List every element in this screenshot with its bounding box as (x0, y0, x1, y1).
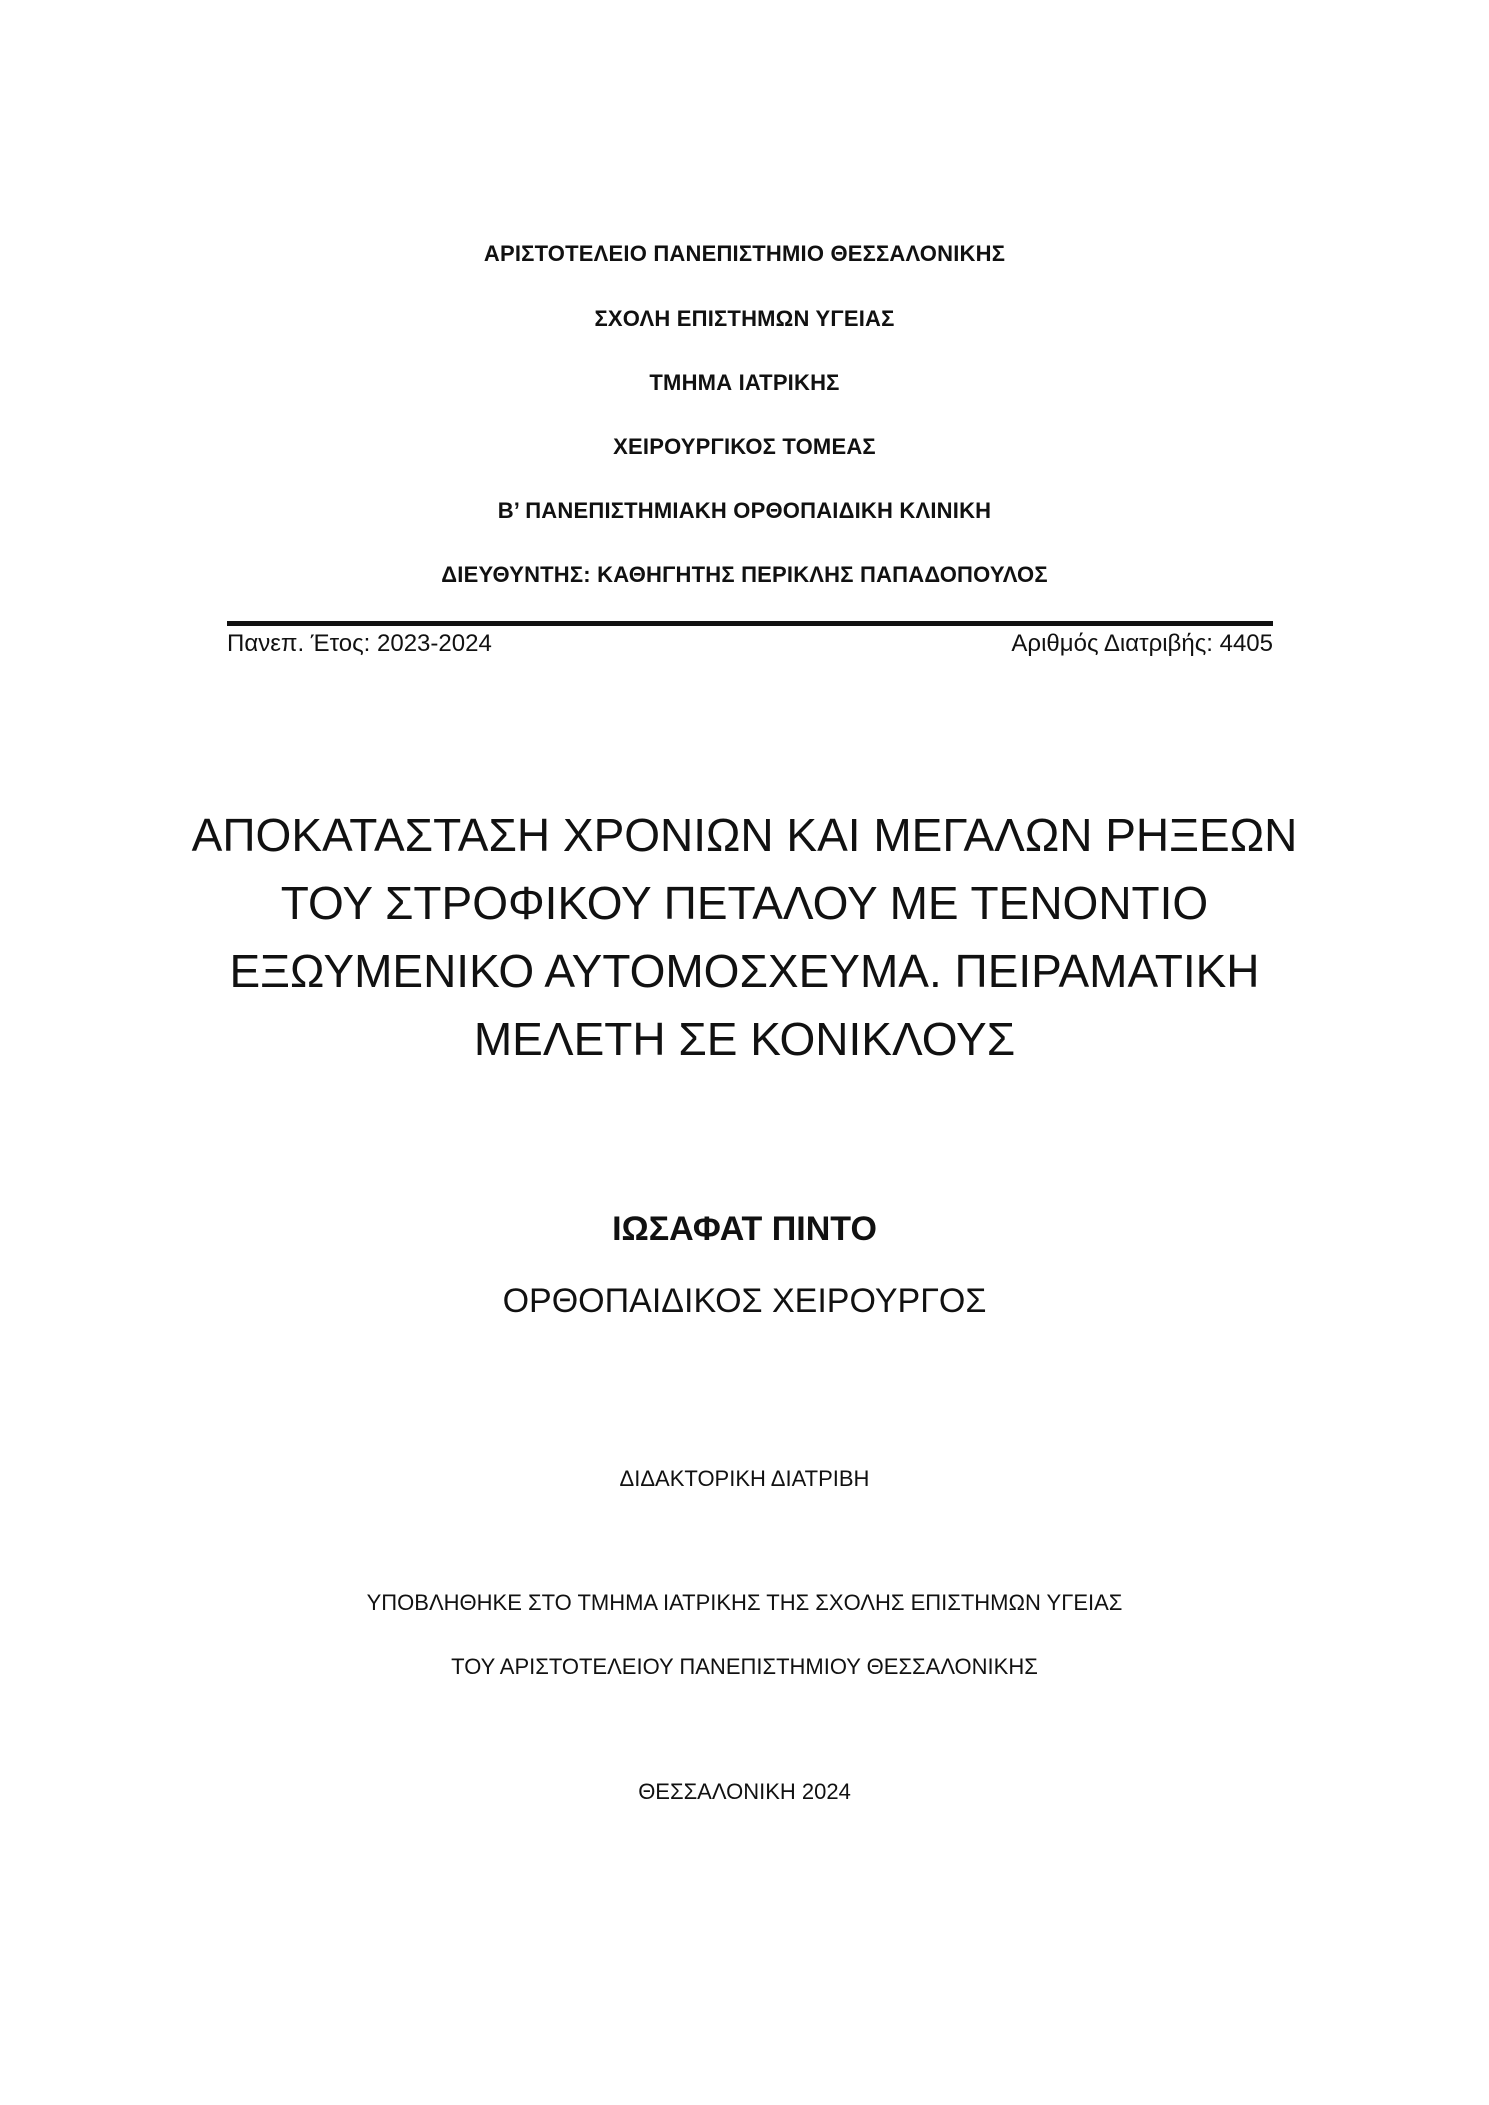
thesis-title-line: ΜΕΛΕΤΗ ΣΕ ΚΟΝΙΚΛΟΥΣ (473, 1013, 1016, 1065)
author-name: ΙΩΣΑΦΑΤ ΠΙΝΤΟ (612, 1210, 877, 1248)
submission-line: ΤΟΥ ΑΡΙΣΤΟΤΕΛΕΙΟΥ ΠΑΝΕΠΙΣΤΗΜΙΟΥ ΘΕΣΣΑΛΟΝΙΚΗΣ (451, 1654, 1038, 1679)
place-date: ΘΕΣΣΑΛΟΝΙΚΗ 2024 (638, 1779, 851, 1804)
header-director: ΔΙΕΥΘΥΝΤΗΣ: ΚΑΘΗΓΗΤΗΣ ΠΕΡΙΚΛΗΣ ΠΑΠΑΔΟΠΟΥΛΟΣ (441, 562, 1048, 587)
header-department: ΤΜΗΜΑ ΙΑΤΡΙΚΗΣ (649, 370, 840, 395)
header-university: ΑΡΙΣΤΟΤΕΛΕΙΟ ΠΑΝΕΠΙΣΤΗΜΙΟ ΘΕΣΣΑΛΟΝΙΚΗΣ (483, 241, 1006, 266)
author-role: ΟΡΘΟΠΑΙΔΙΚΟΣ ΧΕΙΡΟΥΡΓΟΣ (502, 1282, 987, 1320)
academic-year: Πανεπ. Έτος: 2023-2024 (227, 630, 492, 657)
thesis-title-line: ΕΞΩΥΜΕΝΙΚΟ ΑΥΤΟΜΟΣΧΕΥΜΑ. ΠΕΙΡΑΜΑΤΙΚΗ (229, 945, 1260, 997)
header-divider (227, 621, 1273, 626)
thesis-title-line: ΤΟΥ ΣΤΡΟΦΙΚΟΥ ΠΕΤΑΛΟΥ ΜΕ ΤΕΝΟΝΤΙΟ (280, 877, 1209, 929)
document-type: ΔΙΔΑΚΤΟΡΙΚΗ ΔΙΑΤΡΙΒΗ (619, 1466, 870, 1491)
thesis-title-line: ΑΠΟΚΑΤΑΣΤΑΣΗ ΧΡΟΝΙΩΝ ΚΑΙ ΜΕΓΑΛΩΝ ΡΗΞΕΩΝ (191, 809, 1298, 861)
header-sector: ΧΕΙΡΟΥΡΓΙΚΟΣ ΤΟΜΕΑΣ (613, 434, 876, 459)
header-school: ΣΧΟΛΗ ΕΠΙΣΤΗΜΩΝ ΥΓΕΙΑΣ (594, 306, 895, 331)
submission-line: ΥΠΟΒΛΗΘΗΚΕ ΣΤΟ ΤΜΗΜΑ ΙΑΤΡΙΚΗΣ ΤΗΣ ΣΧΟΛΗΣ ΕΠΙΣΤΗΜΩΝ ΥΓΕΙΑΣ (366, 1590, 1123, 1615)
header-clinic: Β’ ΠΑΝΕΠΙΣΤΗΜΙΑΚΗ ΟΡΘΟΠΑΙΔΙΚΗ ΚΛΙΝΙΚΗ (497, 498, 992, 523)
thesis-number: Αριθμός Διατριβής: 4405 (1011, 630, 1273, 657)
